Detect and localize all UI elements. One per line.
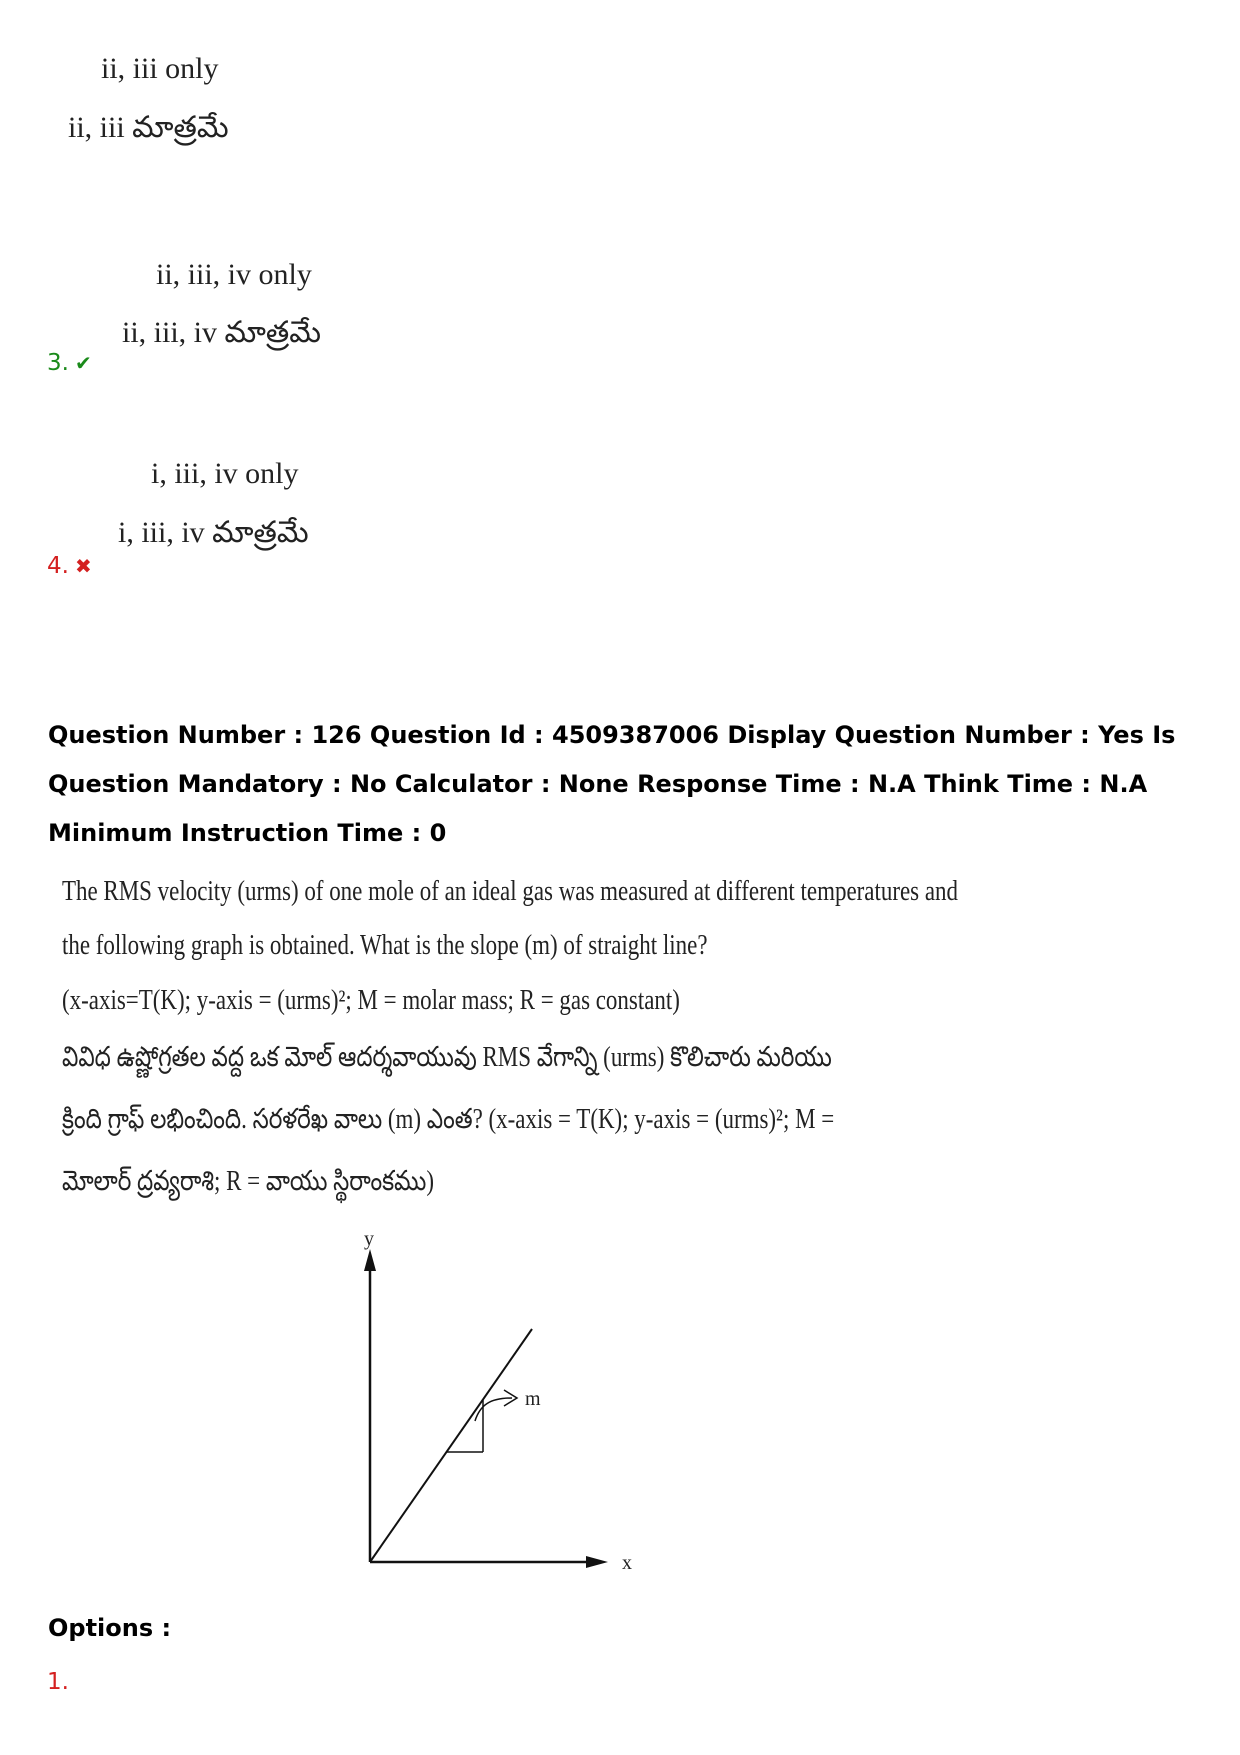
option-2-telugu: ii, iii మాత్రమే bbox=[68, 111, 229, 144]
option-4-telugu: i, iii, iv మాత్రమే bbox=[118, 516, 309, 549]
options-label: Options : bbox=[48, 1614, 172, 1642]
cross-icon: ✖ bbox=[74, 554, 92, 578]
option-4-english: i, iii, iv only bbox=[151, 457, 299, 490]
slope-label: m bbox=[525, 1388, 541, 1410]
option-2-english: ii, iii only bbox=[101, 52, 219, 85]
slope-graph bbox=[340, 1225, 660, 1590]
question-english-line-1: The RMS velocity (urms) of one mole of an ideal gas was measured at different temperatures and bbox=[62, 876, 959, 907]
option-3-english: ii, iii, iv only bbox=[156, 258, 312, 291]
check-icon: ✔ bbox=[74, 351, 92, 375]
y-axis-arrow bbox=[364, 1249, 376, 1271]
question-telugu-line-3: మోలార్ ద్రవ్యరాశి; R = వాయు స్థిరాంకము) bbox=[62, 1166, 435, 1197]
option-3-telugu: ii, iii, iv మాత్రమే bbox=[122, 316, 321, 349]
question-telugu-line-1: వివిధ ఉష్ణోగ్రతల వద్ద ఒక మోల్ ఆదర్శవాయువు RMS వేగాన్ని (urms) కొలిచారు మరియు bbox=[62, 1042, 832, 1073]
question-telugu-line-2: క్రింది గ్రాఫ్ లభించింది. సరళరేఖ వాలు (m) ఎంత? (x-axis = T(K); y-axis = (urms)²; M = bbox=[62, 1104, 835, 1135]
x-axis-arrow bbox=[586, 1556, 608, 1568]
question-english-line-3: (x-axis=T(K); y-axis = (urms)²; M = molar mass; R = gas constant) bbox=[62, 985, 680, 1016]
straight-line bbox=[370, 1329, 532, 1562]
option-3-number-text: 3. bbox=[47, 350, 69, 376]
option-3-number bbox=[47, 350, 92, 376]
option-1-number: 1. bbox=[47, 1669, 69, 1695]
x-axis-label: x bbox=[622, 1552, 632, 1574]
option-4-number bbox=[47, 553, 92, 579]
question-meta: Question Number : 126 Question Id : 4509387006 Display Question Number : Yes Is Question Mandatory : No Calculator : None Response Time : N.A Think Time : N.A Minimum Instruction Time : 0 bbox=[48, 721, 1176, 847]
option-4-number-text: 4. bbox=[47, 553, 69, 579]
question-english-line-2: the following graph is obtained. What is the slope (m) of straight line? bbox=[62, 930, 708, 961]
y-axis-label: y bbox=[364, 1228, 374, 1250]
